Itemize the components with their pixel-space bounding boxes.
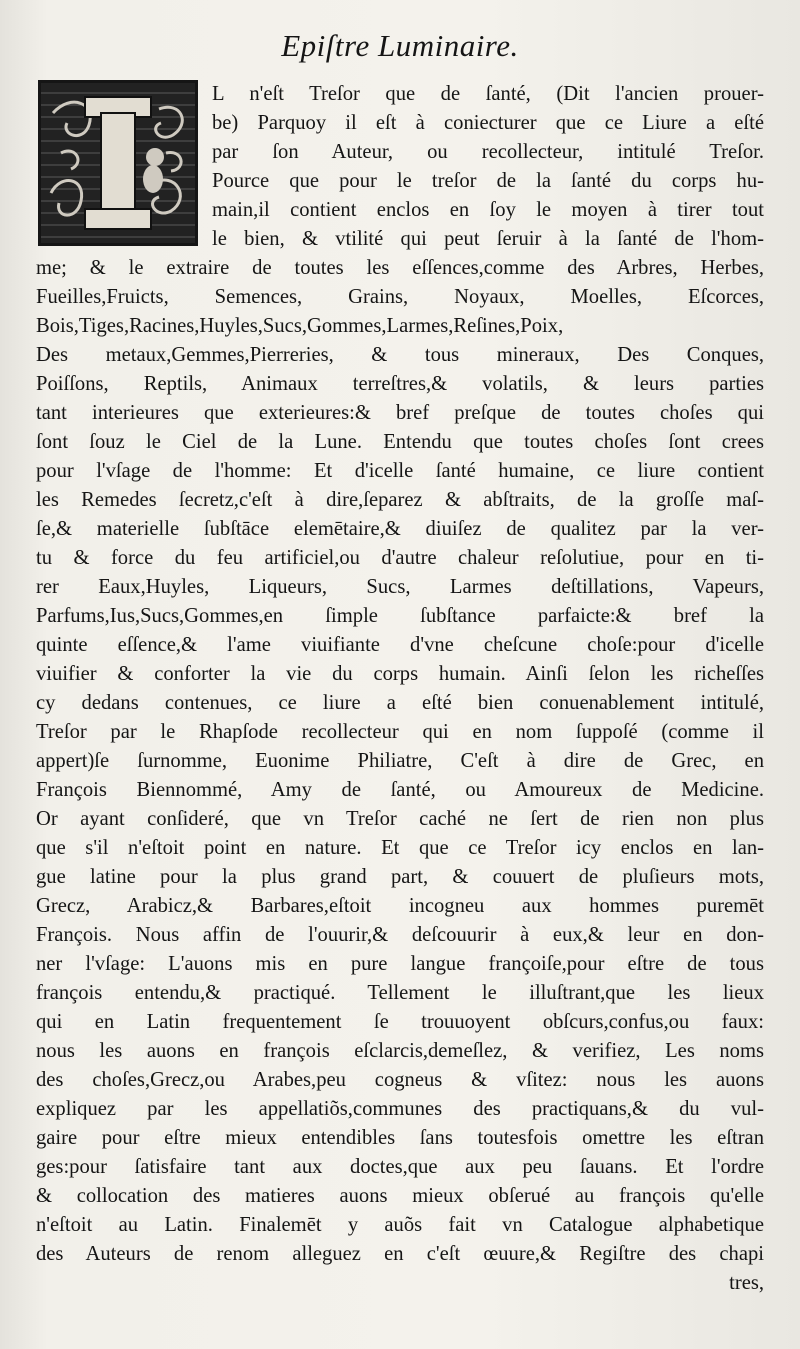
text-line: gue latine pour la plus grand part, & couuert de pluſieurs mots, [36, 866, 764, 888]
text-line: François Biennommé, Amy de ſanté, ou Amoureux de Medicine. [36, 779, 764, 801]
catchword-line: tres, [729, 1272, 764, 1294]
text-line: François. Nous affin de l'ouurir,& deſcouurir à eux,& leur en don- [36, 924, 764, 946]
text-line: cy dedans contenues, ce liure a eſté bien conuenablement intitulé, [36, 692, 764, 714]
text-line: Poiſſons, Reptils, Animaux terreſtres,& volatils, & leurs parties [36, 373, 764, 395]
text-line: françois entendu,& practiqué. Tellement le illuſtrant,que les lieux [36, 982, 764, 1004]
text-line: tu & force du feu artificiel,ou d'autre chaleur reſolutiue, pour en ti- [36, 547, 764, 569]
text-line: gaire pour eſtre mieux entendibles ſans toutesfois omettre les eſtran [36, 1127, 764, 1149]
text-line: Parfums,Ius,Sucs,Gommes,en ſimple ſubſtance parfaicte:& bref la [36, 605, 764, 627]
text-line: des choſes,Grecz,ou Arabes,peu cogneus & vſitez: nous les auons [36, 1069, 764, 1091]
text-line: me; & le extraire de toutes les eſſences,comme des Arbres, Herbes, [36, 257, 764, 279]
text-line: Treſor par le Rhapſode recollecteur qui en nom ſuppoſé (comme il [36, 721, 764, 743]
text-line: ſe,& materielle ſubſtāce elemētaire,& diuiſez de qualitez par la ver- [36, 518, 764, 540]
text-line: ner l'vſage: L'auons mis en pure langue françoiſe,pour eſtre de tous [36, 953, 764, 975]
text-line: viuifier & conforter la vie du corps humain. Ainſi ſelon les richeſſes [36, 663, 764, 685]
text-line: quinte eſſence,& l'ame viuifiante d'vne cheſcune choſe:pour d'icelle [36, 634, 764, 656]
text-line: appert)ſe ſurnomme, Euonime Philiatre, C'eſt à dire de Grec, en [36, 750, 764, 772]
text-line: nous les auons en françois eſclarcis,demeſlez, & verifiez, Les noms [36, 1040, 764, 1062]
text-line: Bois,Tiges,Racines,Huyles,Sucs,Gommes,Larmes,Reſines,Poix, [36, 315, 564, 337]
text-line: expliquez par les appellatiõs,communes des practiquans,& du vul- [36, 1098, 764, 1120]
ornamental-drop-cap [38, 80, 198, 246]
text-line: le bien, & vtilité qui peut ſeruir à la ſanté de l'hom- [212, 228, 764, 250]
text-line: que s'il n'eſtoit point en nature. Et que ce Treſor icy enclos en lan- [36, 837, 764, 859]
text-line: tant interieures que exterieures:& bref preſque de toutes choſes qui [36, 402, 764, 424]
text-line: & collocation des matieres auons mieux obſerué au françois qu'elle [36, 1185, 764, 1207]
text-line: ſont ſouz le Ciel de la Lune. Entendu que toutes choſes ſont crees [36, 431, 764, 453]
text-line: les Remedes ſecretz,c'eſt à dire,ſeparez & abſtraits, de la groſſe maſ- [36, 489, 764, 511]
text-line: Pource que pour le treſor de la ſanté du corps hu- [212, 170, 764, 192]
text-line: L n'eſt Treſor que de ſanté, (Dit l'ancien prouer- [212, 83, 764, 105]
text-line: ges:pour ſatisfaire tant aux doctes,que aux peu ſauans. Et l'ordre [36, 1156, 764, 1178]
drop-cap-letter-i-icon [41, 83, 195, 243]
text-line: rer Eaux,Huyles, Liqueurs, Sucs, Larmes deſtillations, Vapeurs, [36, 576, 764, 598]
page-title: Epiſtre Luminaire. [281, 28, 519, 63]
text-line: qui en Latin frequentement ſe trouuoyent obſcurs,confus,ou faux: [36, 1011, 764, 1033]
text-line: Grecz, Arabicz,& Barbares,eſtoit incogneu aux hommes puremēt [36, 895, 764, 917]
text-line: des Auteurs de renom alleguez en c'eſt œuure,& Regiſtre des chapi [36, 1243, 764, 1265]
text-line: par ſon Auteur, ou recollecteur, intitulé Treſor. [212, 141, 764, 163]
text-line: be) Parquoy il eſt à coniecturer que ce Liure a eſté [212, 112, 764, 134]
text-line: Or ayant conſideré, que vn Treſor caché ne ſert de rien non plus [36, 808, 764, 830]
text-line: main,il contient enclos en ſoy le moyen à tirer tout [212, 199, 764, 221]
text-line: Des metaux,Gemmes,Pierreries, & tous mineraux, Des Conques, [36, 344, 764, 366]
text-line: Fueilles,Fruicts, Semences, Grains, Noyaux, Moelles, Eſcorces, [36, 286, 764, 308]
text-line: n'eſtoit au Latin. Finalemēt y auõs fait vn Catalogue alphabetique [36, 1214, 764, 1236]
text-line: pour l'vſage de l'homme: Et d'icelle ſanté humaine, ce liure contient [36, 460, 764, 482]
